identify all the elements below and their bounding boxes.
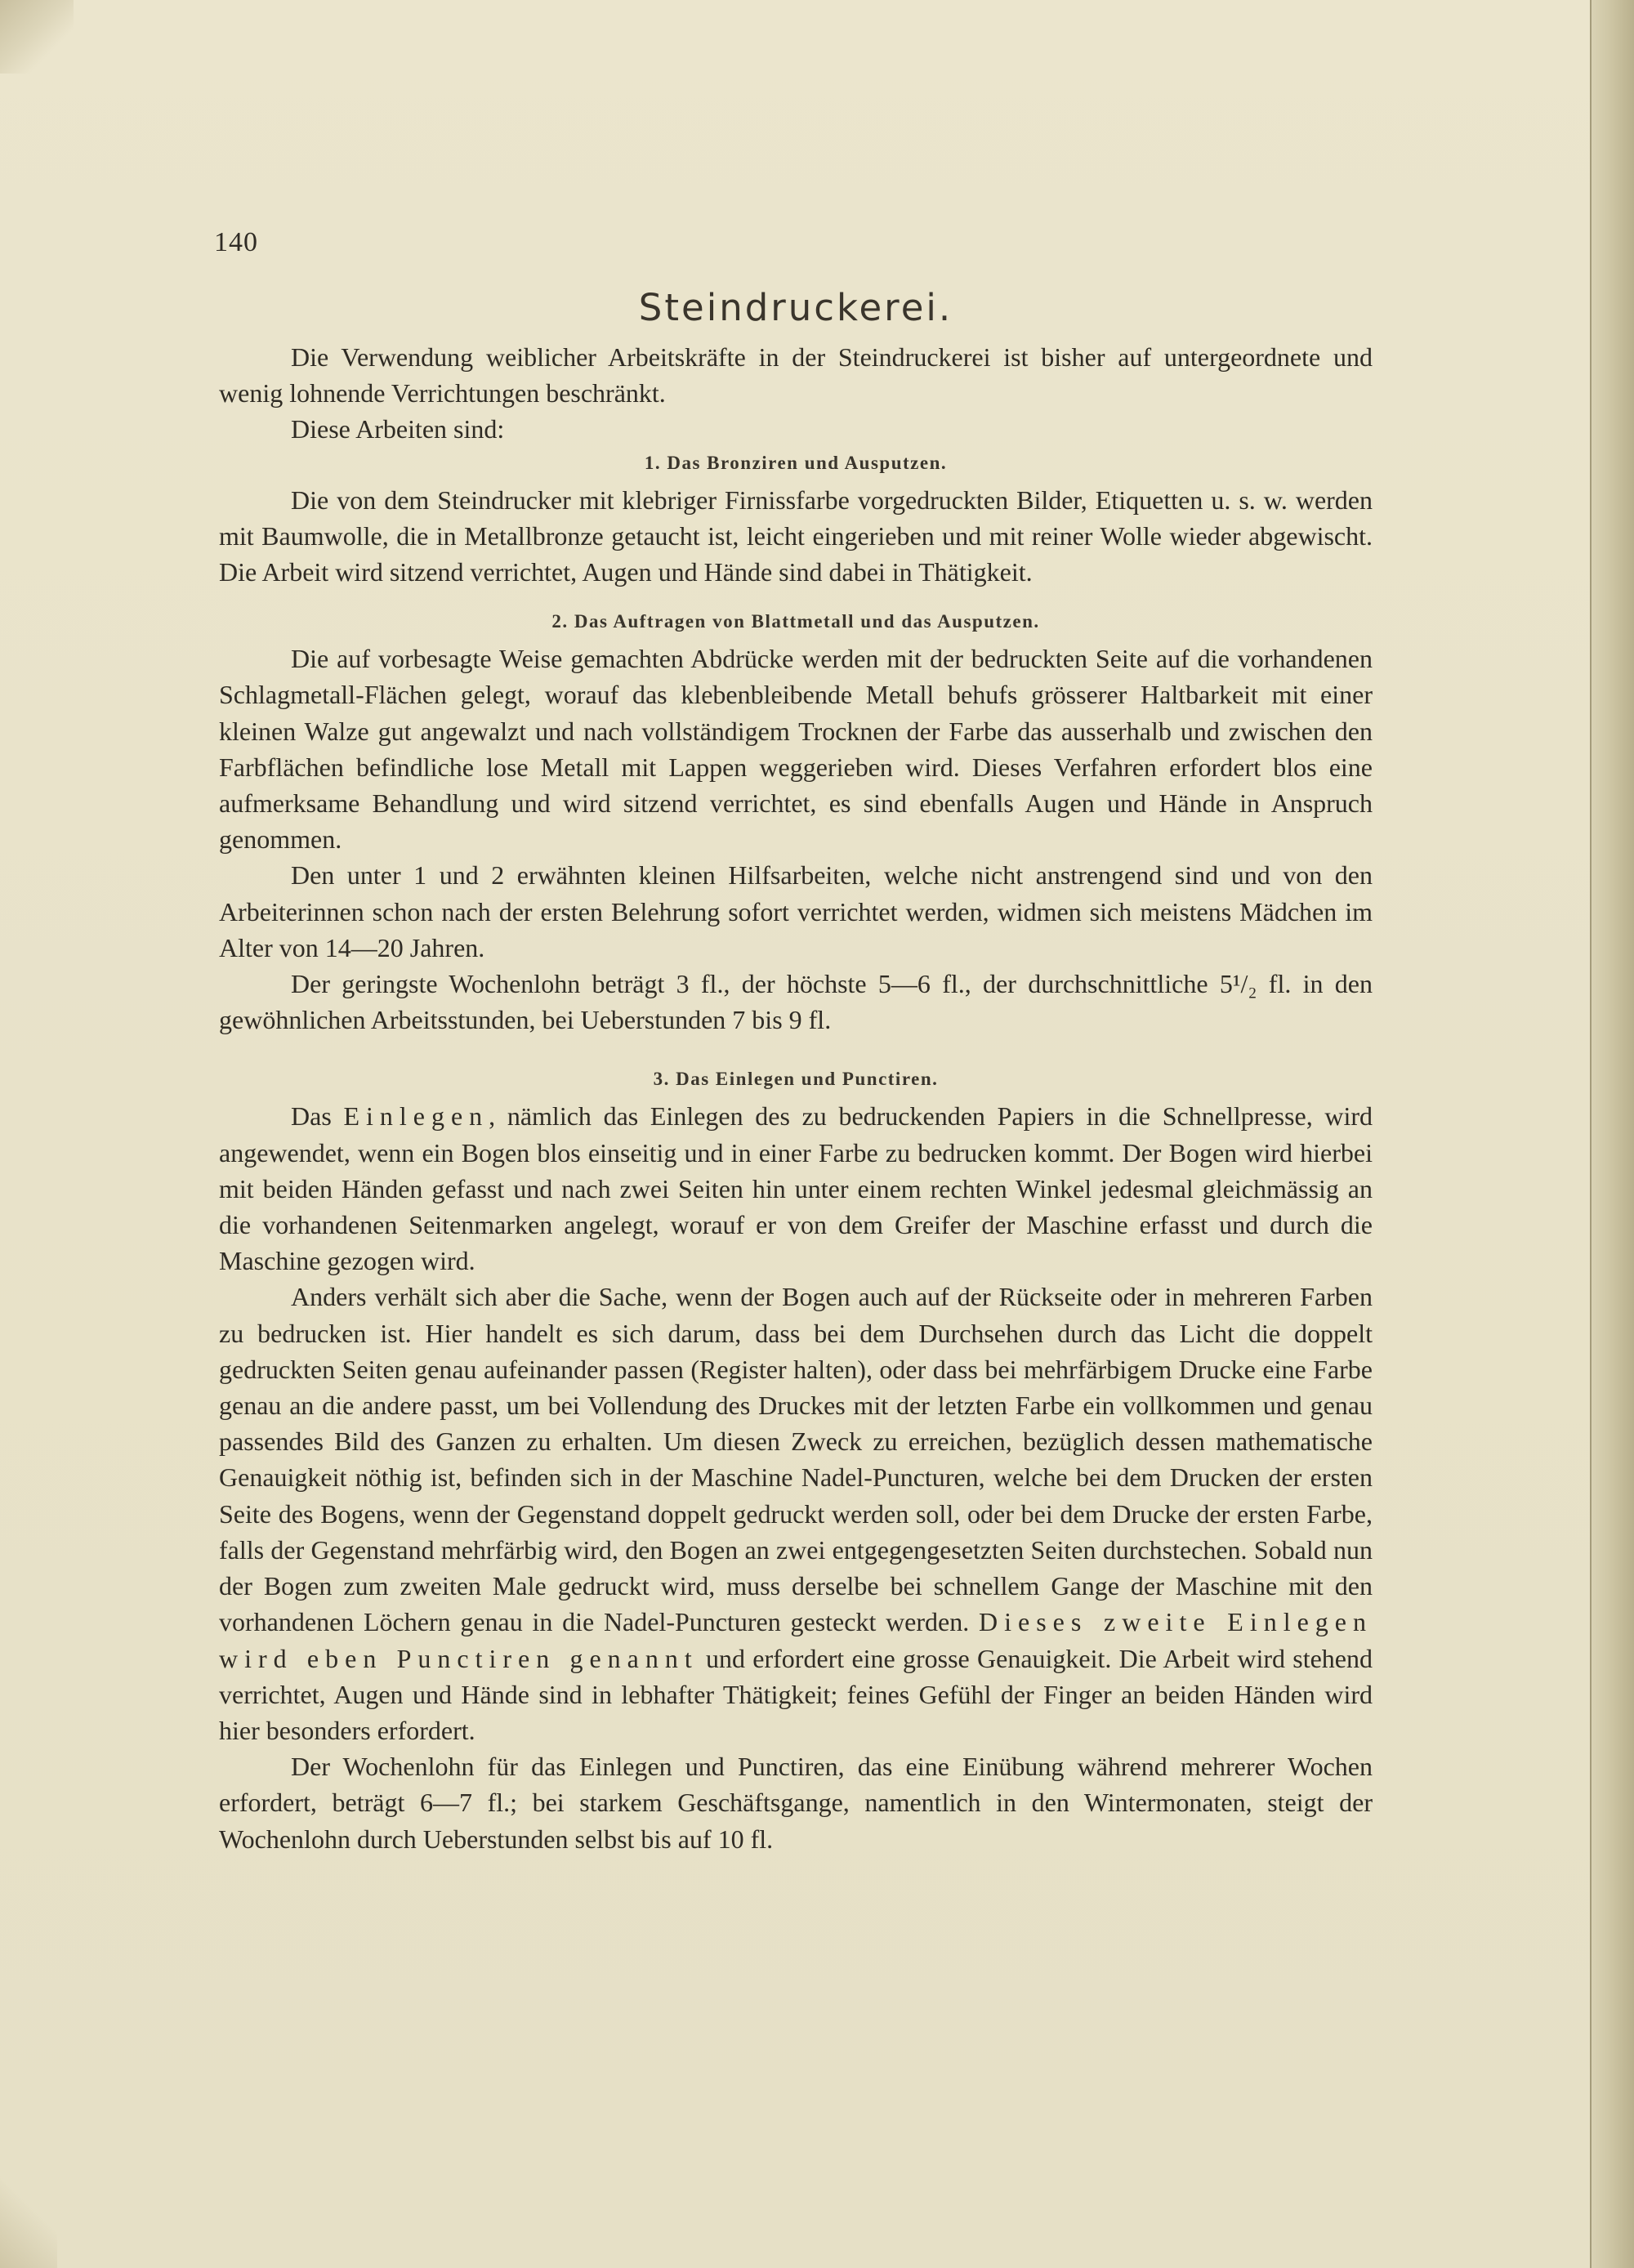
paragraph: [219, 1098, 1373, 1279]
text-run: und erfordert eine grosse Genauigkeit. Die Arbeit wird stehend verrichtet, Augen und Hände sind in lebhafter Thätigkeit; feines Gefühl der Finger an beiden Händen wird hier besonders erfordert.: [219, 1643, 1373, 1745]
page-title: Steindruckerei.: [638, 286, 953, 329]
page-binding-edge: [1590, 0, 1634, 2268]
emphasized-term: Einlegen: [343, 1101, 489, 1132]
paragraph: [219, 1279, 1373, 1748]
paragraph: Die auf vorbesagte Weise gemachten Abdrücke werden mit der bedruckten Seite auf die vorhandenen Schlagmetall-Flächen gelegt, worauf das klebenbleibende Metall behufs grösserer Haltbarkeit mit einer kleinen Walze gut angewalzt und nach vollständigem Trocknen der Farbe das ausserhalb und zwischen den Farbflächen befindliche lose Metall mit Lappen weggerieben wird. Dieses Verfahren erfordert blos eine aufmerksame Behandlung und wird sitzend verrichtet, es sind ebenfalls Augen und Hände in Anspruch genommen.: [219, 644, 1373, 855]
text-run: Anders verhält sich aber die Sache, wenn der Bogen auch auf der Rückseite oder in mehreren Farben zu bedrucken ist. Hier handelt es sich darum, dass bei dem Durchsehen durch das Licht die doppelt gedruckten Seiten genau aufeinander passen (Register halten), oder dass bei mehrfärbigem Drucke eine Farbe genau an die andere passt, um bei Vollendung des Druckes mit der letzten Farbe ein vollkommen und genau passendes Bild des Ganzen zu erhalten. Um diesen Zweck zu erreichen, bezüglich dessen mathematische Genauigkeit nöthig ist, befinden sich in der Maschine Nadel-Puncturen, welche bei dem Drucken der ersten Seite des Bogens, wenn der Gegenstand doppelt gedruckt werden soll, oder bei dem Drucke der ersten Farbe, falls der Gegenstand mehrfärbig wird, den Bogen an zwei entgegengesetzten Seiten durchstechen. Sobald nun der Bogen zum zweiten Male gedruckt wird, muss derselbe bei schnellem Gange der Maschine mit den vorhandenen Löchern genau in die Nadel-Puncturen gesteckt werden.: [219, 1282, 1373, 1637]
section-heading-2: 2. Das Auftragen von Blattmetall und das Ausputzen.: [551, 611, 1040, 632]
page-number: 140: [214, 227, 258, 257]
section-heading-1: 1. Das Bronziren und Ausputzen.: [644, 452, 948, 473]
paragraph: Die von dem Steindrucker mit klebriger Firnissfarbe vorgedruckten Bilder, Etiquetten u. s. w. werden mit Baumwolle, die in Metallbronze getaucht ist, leicht eingerieben und mit reiner Wolle wieder abgewischt. Die Arbeit wird sitzend verrichtet, Augen und Hände sind dabei in Thätigkeit.: [219, 484, 1373, 587]
paragraph: Der Wochenlohn für das Einlegen und Punctiren, das eine Einübung während mehrerer Wochen erfordert, beträgt 6—7 fl.; bei starkem Geschäftsgange, namentlich in den Wintermonaten, steigt der Wochenlohn durch Ueberstunden selbst bis auf 10 fl.: [219, 1752, 1373, 1854]
paragraph: Den unter 1 und 2 erwähnten kleinen Hilfsarbeiten, welche nicht anstrengend sind und von den Arbeiterinnen schon nach der ersten Belehrung sofort verrichtet werden, widmen sich meistens Mädchen im Alter von 14—20 Jahren.: [219, 860, 1373, 962]
paragraph: Der geringste Wochenlohn beträgt 3 fl., der höchste 5—6 fl., der durchschnittliche 5¹/₂ fl. in den gewöhnlichen Arbeitsstunden, bei Ueberstunden 7 bis 9 fl.: [219, 969, 1373, 1035]
intro-paragraph: Die Verwendung weiblicher Arbeitskräfte in der Steindruckerei ist bisher auf untergeordnete und wenig lohnende Verrichtungen beschränkt.: [219, 342, 1373, 409]
text-run: Das: [291, 1101, 344, 1132]
paragraph: Diese Arbeiten sind:: [291, 414, 505, 444]
emphasized-term: Dieses zweite Einlegen wird eben Punctiren genannt: [219, 1607, 1373, 1673]
text-run: , nämlich das Einlegen des zu bedruckenden Papiers in die Schnellpresse, wird angewendet, wenn ein Bogen blos einseitig und in einer Farbe zu bedrucken kommt. Der Bogen wird hierbei mit beiden Händen gefasst und nach zwei Seiten hin unter einem rechten Winkel jedesmal gleichmässig an die vorhandenen Seitenmarken angelegt, worauf er von dem Greifer der Maschine erfasst und durch die Maschine gezogen wird.: [219, 1101, 1373, 1276]
page-body: [219, 286, 1373, 1857]
page-corner-shadow-bottom: [0, 2170, 57, 2268]
page-corner-shadow: [0, 0, 74, 74]
section-heading-3: 3. Das Einlegen und Punctiren.: [653, 1069, 939, 1090]
